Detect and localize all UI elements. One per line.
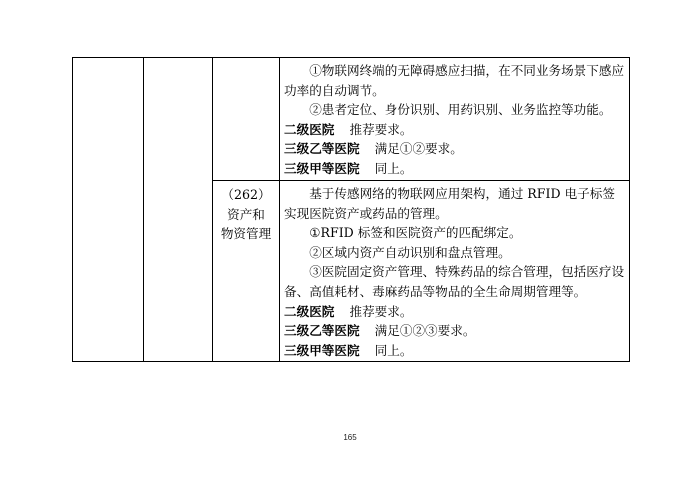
empty-item-cell (213, 58, 280, 181)
item-name-line2: 物资管理 (220, 226, 272, 242)
item-262-cell (213, 181, 280, 362)
grade-line (284, 302, 625, 322)
requirements-table (72, 57, 630, 362)
grade-text: 满足①②要求。 (374, 141, 463, 157)
requirement-line: ①RFID 标签和医院资产的匹配绑定。 (309, 225, 522, 241)
empty-subcategory-cell (144, 58, 213, 362)
item-name-line1: 资产和 (227, 206, 265, 222)
requirement-line: ②区域内资产自动识别和盘点管理。 (309, 244, 511, 260)
grade-label: 三级甲等医院 (284, 342, 360, 358)
top-requirements-cell (280, 58, 630, 181)
grade-label: 三级甲等医院 (284, 160, 360, 176)
grade-line (284, 139, 625, 159)
grade-text: 满足①②③要求。 (374, 323, 476, 339)
grade-text: 同上。 (374, 160, 413, 176)
grade-label: 二级医院 (284, 121, 335, 137)
grade-label: 三级乙等医院 (284, 141, 360, 157)
empty-category-cell (73, 58, 144, 362)
requirement-line: ③医院固定资产管理、特殊药品的综合管理，包括医疗设备、高值耗材、毒麻药品等物品的全生命周期管理等。 (284, 264, 625, 299)
requirement-intro: 基于传感网络的物联网应用架构，通过 RFID 电子标签实现医院资产或药品的管理。 (284, 186, 615, 221)
grade-line (284, 159, 625, 179)
page-number: 165 (343, 433, 357, 442)
grade-text: 推荐要求。 (349, 303, 413, 319)
item-262-requirements-cell (280, 181, 630, 362)
grade-line (284, 341, 625, 361)
requirement-line: ②患者定位、身份识别、用药识别、业务监控等功能。 (309, 102, 612, 118)
grade-label: 二级医院 (284, 303, 335, 319)
grade-label: 三级乙等医院 (284, 323, 360, 339)
grade-line (284, 321, 625, 341)
requirement-line: ①物联网终端的无障碍感应扫描，在不同业务场景下感应功率的自动调节。 (284, 63, 625, 98)
grade-text: 推荐要求。 (349, 121, 413, 137)
item-number: （262） (221, 187, 271, 202)
grade-line (284, 120, 625, 140)
grade-text: 同上。 (374, 342, 413, 358)
